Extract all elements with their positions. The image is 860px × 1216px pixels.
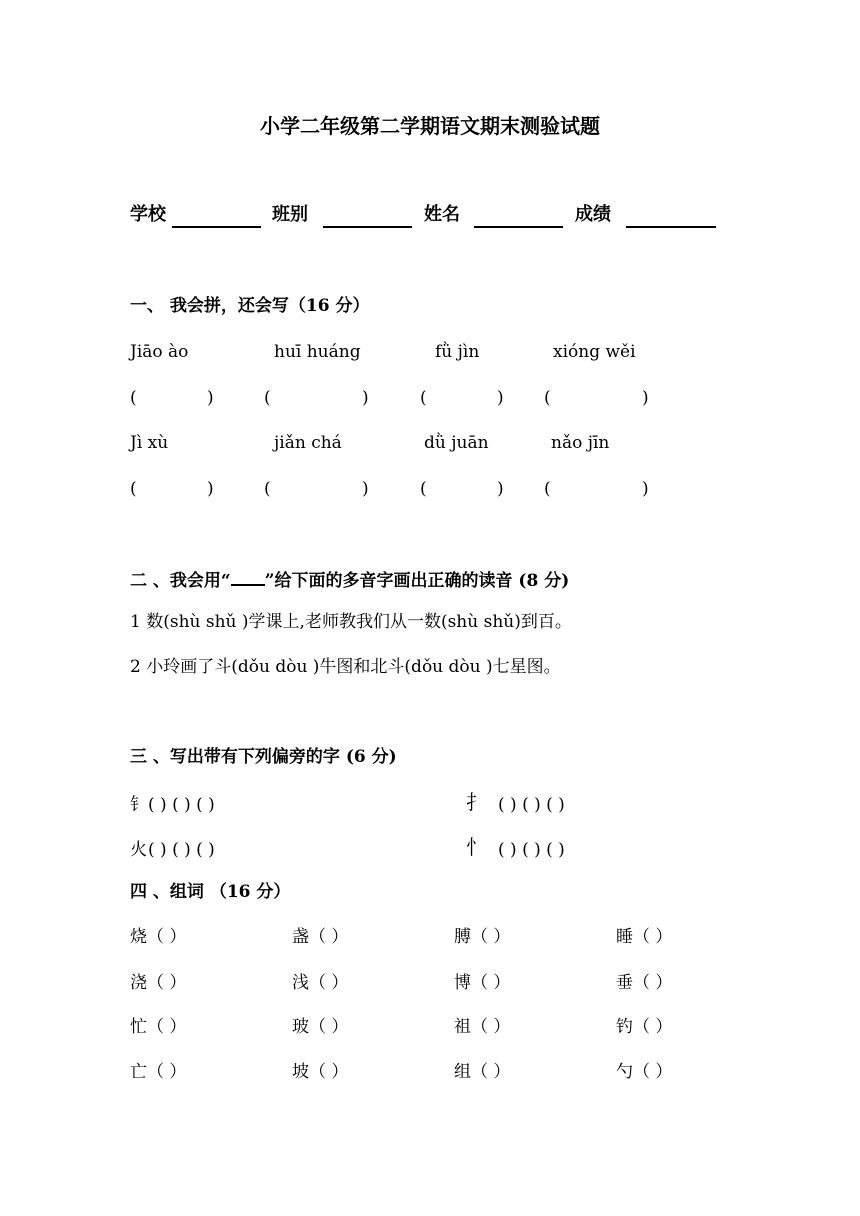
word-blank: （ ） — [147, 1017, 187, 1037]
class-blank[interactable] — [323, 226, 412, 228]
word-item[interactable] — [292, 1064, 348, 1081]
close-paren: ) — [642, 479, 649, 499]
radical-blanks[interactable]: ( ) ( ) ( ) — [498, 795, 565, 815]
word-char: 祖 — [454, 1017, 471, 1037]
word-char: 睡 — [616, 927, 633, 947]
word-char: 组 — [454, 1062, 471, 1082]
word-blank: （ ） — [471, 973, 511, 993]
pinyin-4: xióng wěi — [553, 342, 636, 362]
name-label: 姓名 — [424, 204, 460, 225]
school-label: 学校 — [130, 204, 166, 225]
radical-xin: 忄 — [466, 835, 486, 859]
word-item[interactable] — [130, 1019, 186, 1036]
word-blank: （ ） — [147, 973, 187, 993]
radical-shou: 扌 — [466, 790, 486, 814]
open-paren: ( — [544, 479, 551, 499]
school-blank[interactable] — [172, 226, 261, 228]
word-item[interactable] — [130, 1064, 186, 1081]
radical-blanks[interactable]: ( ) ( ) ( ) — [498, 840, 565, 860]
close-paren: ) — [207, 388, 214, 408]
radical-blanks[interactable]: ( ) ( ) ( ) — [148, 795, 215, 815]
radical-jin: 钅 — [130, 795, 147, 815]
underline-sample — [231, 569, 265, 586]
word-item[interactable] — [292, 975, 348, 992]
close-paren: ) — [497, 388, 504, 408]
word-char: 垂 — [616, 973, 633, 993]
word-blank: （ ） — [309, 927, 349, 947]
word-blank: （ ） — [309, 1062, 349, 1082]
section4-heading: 四 、组词 （16 分） — [130, 882, 291, 902]
word-item[interactable] — [616, 1064, 672, 1081]
score-label: 成绩 — [575, 204, 611, 225]
word-char: 浇 — [130, 973, 147, 993]
word-char: 钓 — [616, 1017, 633, 1037]
word-blank: （ ） — [471, 1017, 511, 1037]
open-paren: ( — [264, 388, 271, 408]
section2-heading — [130, 569, 569, 590]
word-char: 烧 — [130, 927, 147, 947]
word-item[interactable] — [616, 929, 672, 946]
radical-blanks[interactable]: ( ) ( ) ( ) — [148, 840, 215, 860]
word-item[interactable] — [130, 975, 186, 992]
section3-heading: 三 、写出带有下列偏旁的字 (6 分) — [130, 747, 397, 767]
word-char: 坡 — [292, 1062, 309, 1082]
open-paren: ( — [130, 388, 137, 408]
section2-heading-part1: 二 、我会用“ — [130, 571, 231, 591]
close-paren: ) — [362, 388, 369, 408]
close-paren: ) — [642, 388, 649, 408]
page-title: 小学二年级第二学期语文期末测验试题 — [260, 114, 600, 138]
close-paren: ) — [497, 479, 504, 499]
word-char: 浅 — [292, 973, 309, 993]
section2-heading-part2: ”给下面的多音字画出正确的读音 (8 分) — [264, 571, 570, 591]
open-paren: ( — [420, 388, 427, 408]
word-item[interactable] — [454, 1064, 510, 1081]
pinyin-7: dǜ juān — [424, 433, 489, 453]
word-blank: （ ） — [633, 973, 673, 993]
word-item[interactable] — [454, 975, 510, 992]
word-char: 玻 — [292, 1017, 309, 1037]
word-char: 盏 — [292, 927, 309, 947]
word-item[interactable] — [292, 929, 348, 946]
radical-huo: 火 — [130, 840, 147, 860]
pinyin-6: jiǎn chá — [274, 433, 342, 453]
open-paren: ( — [420, 479, 427, 499]
word-item[interactable] — [454, 1019, 510, 1036]
word-char: 膊 — [454, 927, 471, 947]
pinyin-3: fǜ jìn — [435, 342, 480, 362]
section1-heading: 一、 我会拼，还会写（16 分） — [130, 296, 370, 316]
word-item[interactable] — [292, 1019, 348, 1036]
word-blank: （ ） — [147, 1062, 187, 1082]
word-blank: （ ） — [471, 927, 511, 947]
open-paren: ( — [130, 479, 137, 499]
word-blank: （ ） — [633, 1062, 673, 1082]
question-2-1[interactable]: 1 数(shù shǔ )学课上,老师教我们从一数(shù shǔ)到百。 — [130, 612, 572, 632]
word-item[interactable] — [454, 929, 510, 946]
word-blank: （ ） — [633, 1017, 673, 1037]
close-paren: ) — [207, 479, 214, 499]
pinyin-5: Jì xù — [130, 433, 169, 453]
word-item[interactable] — [616, 1019, 672, 1036]
close-paren: ) — [362, 479, 369, 499]
open-paren: ( — [264, 479, 271, 499]
word-blank: （ ） — [309, 1017, 349, 1037]
question-2-2[interactable]: 2 小玲画了斗(dǒu dòu )牛图和北斗(dǒu dòu )七星图。 — [130, 657, 561, 677]
word-item[interactable] — [130, 929, 186, 946]
pinyin-1: Jiāo ào — [130, 342, 189, 362]
word-char: 忙 — [130, 1017, 147, 1037]
pinyin-2: huī huáng — [274, 342, 361, 362]
word-blank: （ ） — [471, 1062, 511, 1082]
score-blank[interactable] — [626, 226, 716, 228]
class-label: 班别 — [272, 204, 308, 225]
word-item[interactable] — [616, 975, 672, 992]
pinyin-8: nǎo jīn — [551, 433, 610, 453]
word-blank: （ ） — [309, 973, 349, 993]
word-blank: （ ） — [147, 927, 187, 947]
word-char: 博 — [454, 973, 471, 993]
name-blank[interactable] — [474, 226, 563, 228]
word-blank: （ ） — [633, 927, 673, 947]
word-char: 勺 — [616, 1062, 633, 1082]
open-paren: ( — [544, 388, 551, 408]
word-char: 亡 — [130, 1062, 147, 1082]
